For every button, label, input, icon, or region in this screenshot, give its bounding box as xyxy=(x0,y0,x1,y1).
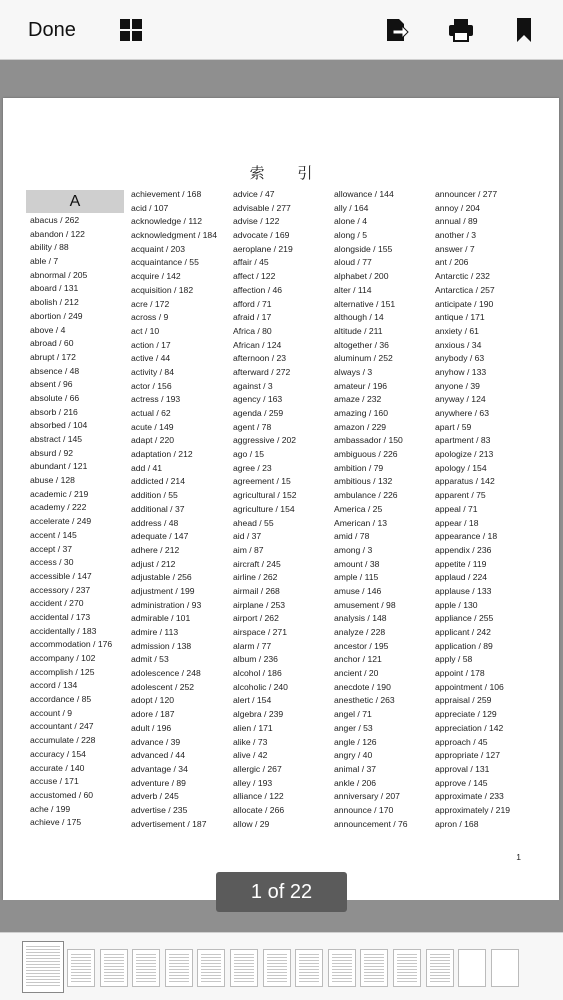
index-entry: affair / 45 xyxy=(233,257,269,268)
index-entry: advantage / 34 xyxy=(131,763,188,774)
thumbnail-preview xyxy=(104,954,124,982)
index-entry: alive / 42 xyxy=(233,750,268,761)
index-entry: anger / 53 xyxy=(334,722,373,733)
index-entry: approximate / 233 xyxy=(435,791,504,802)
index-entry: another / 3 xyxy=(435,230,477,241)
index-entry: applicant / 242 xyxy=(435,627,491,637)
index-entry: anchor / 121 xyxy=(334,654,382,665)
index-entry: alliance / 122 xyxy=(233,791,284,802)
thumbnail-preview xyxy=(299,954,319,982)
page-thumbnail[interactable] xyxy=(230,949,258,987)
index-entry: adore / 187 xyxy=(131,709,175,720)
thumbnail-preview xyxy=(136,954,156,982)
thumbnail-preview xyxy=(26,946,60,988)
index-entry: airspace / 271 xyxy=(233,627,287,637)
index-entry: approach / 45 xyxy=(435,736,488,747)
index-entry: accent / 145 xyxy=(30,529,77,540)
index-entry: appoint / 178 xyxy=(435,668,485,679)
index-entry: act / 10 xyxy=(131,325,160,336)
index-entry: abacus / 262 xyxy=(30,215,80,225)
index-entry: across / 9 xyxy=(131,312,169,323)
index-entry: acquire / 142 xyxy=(131,271,181,282)
toolbar xyxy=(0,0,563,60)
index-entry: accustomed / 60 xyxy=(30,789,94,800)
index-entry: accidentally / 183 xyxy=(30,625,97,636)
index-entry: adaptation / 212 xyxy=(131,449,193,460)
index-entry: achievement / 168 xyxy=(131,189,202,199)
index-entry: administration / 93 xyxy=(131,599,202,610)
index-entry: aboard / 131 xyxy=(30,283,79,294)
index-entry: access / 30 xyxy=(30,557,74,568)
index-entry: annual / 89 xyxy=(435,216,478,227)
index-entry: anxiety / 61 xyxy=(435,325,479,336)
section-letter-header: A xyxy=(26,190,124,213)
index-entry: apart / 59 xyxy=(435,421,472,432)
index-entry: ally / 164 xyxy=(334,202,369,213)
index-entry: aeroplane / 219 xyxy=(233,243,293,254)
index-entry: affect / 122 xyxy=(233,271,276,282)
bookmark-icon[interactable] xyxy=(515,17,533,43)
index-entry: advisable / 277 xyxy=(233,202,291,213)
index-entry: Antarctic / 232 xyxy=(435,271,490,282)
index-entry: accuse / 171 xyxy=(30,776,79,787)
index-entry: accuracy / 154 xyxy=(30,748,86,759)
index-entry: approval / 131 xyxy=(435,763,490,774)
index-entry: angle / 126 xyxy=(334,736,377,747)
index-entry: abrupt / 172 xyxy=(30,351,76,362)
index-entry: acute / 149 xyxy=(131,421,174,432)
index-entry: appendix / 236 xyxy=(435,544,492,555)
index-entry: always / 3 xyxy=(334,366,373,377)
index-entry: appetite / 119 xyxy=(435,558,487,569)
index-entry: adapt / 220 xyxy=(131,435,175,446)
index-entry: announce / 170 xyxy=(334,804,394,815)
index-entry: animal / 37 xyxy=(334,763,377,774)
index-entry: apartment / 83 xyxy=(435,435,491,446)
index-entry: absence / 48 xyxy=(30,365,80,376)
index-entry: ambition / 79 xyxy=(334,462,384,473)
index-entry: accident / 270 xyxy=(30,598,84,609)
index-entry: ancient / 20 xyxy=(334,668,379,679)
index-entry: admire / 113 xyxy=(131,627,179,637)
index-entry: alert / 154 xyxy=(233,695,272,706)
index-entry: anesthetic / 263 xyxy=(334,695,395,706)
index-entry: apparatus / 142 xyxy=(435,476,495,487)
index-entry: approximately / 219 xyxy=(435,804,510,815)
index-entry: anticipate / 190 xyxy=(435,298,494,309)
index-entry: abandon / 122 xyxy=(30,228,85,239)
index-entry: agree / 23 xyxy=(233,462,272,473)
index-entry: anyone / 39 xyxy=(435,380,480,391)
index-entry: analysis / 148 xyxy=(334,613,387,624)
index-entry: adolescent / 252 xyxy=(131,681,195,692)
index-entry: adolescence / 248 xyxy=(131,668,201,679)
index-entry: address / 48 xyxy=(131,517,179,528)
index-entry: appeal / 71 xyxy=(435,503,478,514)
index-entry: absorbed / 104 xyxy=(30,420,88,431)
index-entry: abundant / 121 xyxy=(30,461,88,472)
index-entry: allocate / 266 xyxy=(233,804,285,815)
index-entry: actor / 156 xyxy=(131,380,172,391)
index-entry: accelerate / 249 xyxy=(30,516,92,527)
index-entry: adverb / 245 xyxy=(131,791,179,802)
thumbnail-preview xyxy=(169,954,189,982)
index-entry: abortion / 249 xyxy=(30,310,83,321)
index-entry: alongside / 155 xyxy=(334,243,393,254)
index-entry: afternoon / 23 xyxy=(233,353,287,364)
index-entry: accessory / 237 xyxy=(30,584,91,595)
index-column-2 xyxy=(131,188,217,831)
index-entry: anyhow / 133 xyxy=(435,366,487,377)
index-entry: announcer / 277 xyxy=(435,189,498,199)
index-entry: advice / 47 xyxy=(233,189,275,199)
index-entry: alter / 114 xyxy=(334,284,372,295)
index-entry: aluminum / 252 xyxy=(334,353,393,364)
index-entry: appointment / 106 xyxy=(435,681,504,692)
index-entry: agriculture / 154 xyxy=(233,503,295,514)
index-entry: ago / 15 xyxy=(233,449,265,460)
index-entry: anywhere / 63 xyxy=(435,408,489,418)
index-entry: accord / 134 xyxy=(30,680,78,691)
index-entry: alternative / 151 xyxy=(334,298,396,309)
thumbnail-preview xyxy=(364,954,384,982)
index-entry: amazing / 160 xyxy=(334,408,388,418)
index-entry: alphabet / 200 xyxy=(334,271,389,282)
index-entry: ability / 88 xyxy=(30,242,69,253)
index-column-5 xyxy=(435,188,510,831)
index-entry: appear / 18 xyxy=(435,517,479,528)
index-entry: amusement / 98 xyxy=(334,599,396,610)
index-entry: absent / 96 xyxy=(30,379,73,390)
index-entry: announcement / 76 xyxy=(334,818,408,829)
index-entry: appropriate / 127 xyxy=(435,750,500,761)
index-entry: although / 14 xyxy=(334,312,384,323)
index-entry: adopt / 120 xyxy=(131,695,175,706)
index-entry: among / 3 xyxy=(334,544,373,555)
index-entry: advance / 39 xyxy=(131,736,181,747)
index-entry: apple / 130 xyxy=(435,599,478,610)
index-entry: album / 236 xyxy=(233,654,278,665)
index-entry: acre / 172 xyxy=(131,298,170,309)
index-entry: accurate / 140 xyxy=(30,762,85,773)
index-entry: addicted / 214 xyxy=(131,476,185,487)
index-entry: amaze / 232 xyxy=(334,394,382,405)
index-entry: actress / 193 xyxy=(131,394,181,405)
index-entry: algebra / 239 xyxy=(233,709,284,720)
index-entry: above / 4 xyxy=(30,324,66,335)
index-entry: appearance / 18 xyxy=(435,531,498,542)
index-entry: abnormal / 205 xyxy=(30,269,88,280)
page-thumbnail[interactable] xyxy=(393,949,421,987)
index-entry: answer / 7 xyxy=(435,243,475,254)
index-entry: adequate / 147 xyxy=(131,531,189,542)
index-entry: admission / 138 xyxy=(131,640,192,651)
index-entry: advise / 122 xyxy=(233,216,280,227)
index-entry: accompany / 102 xyxy=(30,653,96,663)
index-entry: academic / 219 xyxy=(30,488,89,499)
index-entry: admit / 53 xyxy=(131,654,169,665)
index-entry: ancestor / 195 xyxy=(334,640,389,651)
index-entry: additional / 37 xyxy=(131,503,185,514)
index-entry: abstract / 145 xyxy=(30,434,83,444)
index-entry: allowance / 144 xyxy=(334,189,394,199)
index-entry: advanced / 44 xyxy=(131,750,185,761)
index-entry: action / 17 xyxy=(131,339,171,350)
index-entry: alone / 4 xyxy=(334,216,367,227)
index-entry: appliance / 255 xyxy=(435,613,494,624)
page-thumbnail[interactable] xyxy=(132,949,160,987)
index-entry: adjustable / 256 xyxy=(131,572,192,583)
index-entry: apology / 154 xyxy=(435,462,487,473)
index-entry: allergic / 267 xyxy=(233,763,282,774)
page-thumbnail[interactable] xyxy=(458,949,486,987)
thumbnail-preview xyxy=(397,954,417,982)
document-page[interactable] xyxy=(3,98,559,900)
index-entry: aloud / 77 xyxy=(334,257,372,268)
index-entry: absolute / 66 xyxy=(30,392,80,403)
index-entry: achieve / 175 xyxy=(30,817,82,828)
index-entry: alcohol / 186 xyxy=(233,668,282,679)
index-entry: aircraft / 245 xyxy=(233,558,281,569)
index-entry: apologize / 213 xyxy=(435,449,494,460)
index-entry: abuse / 128 xyxy=(30,475,75,486)
index-entry: approve / 145 xyxy=(435,777,488,788)
index-entry: abolish / 212 xyxy=(30,297,79,308)
index-entry: anniversary / 207 xyxy=(334,791,400,802)
index-entry: apparent / 75 xyxy=(435,490,486,501)
thumbnail-preview xyxy=(332,954,352,982)
index-column-4 xyxy=(334,188,408,831)
index-entry: accommodation / 176 xyxy=(30,639,113,650)
index-entry: apron / 168 xyxy=(435,818,479,829)
index-entry: advocate / 169 xyxy=(233,230,290,241)
grid-icon[interactable] xyxy=(119,18,143,42)
print-icon[interactable] xyxy=(447,17,475,43)
index-entry: activity / 84 xyxy=(131,366,174,377)
index-entry: aggressive / 202 xyxy=(233,435,297,446)
index-entry: acquisition / 182 xyxy=(131,284,194,295)
index-entry: acquaint / 203 xyxy=(131,243,185,254)
page-indicator: 1 of 22 xyxy=(216,872,347,912)
index-entry: amazon / 229 xyxy=(334,421,387,432)
index-entry: addition / 55 xyxy=(131,490,178,501)
index-entry: appreciation / 142 xyxy=(435,722,504,733)
index-entry: active / 44 xyxy=(131,353,171,364)
index-entry: accordance / 85 xyxy=(30,694,92,705)
index-entry: ample / 115 xyxy=(334,572,379,583)
index-column-3 xyxy=(233,188,297,831)
page-thumbnail[interactable] xyxy=(197,949,225,987)
index-entry: African / 124 xyxy=(233,339,282,350)
index-entry: America / 25 xyxy=(334,503,383,514)
index-entry: against / 3 xyxy=(233,380,273,391)
index-entry: alike / 73 xyxy=(233,736,268,747)
index-entry: anxious / 34 xyxy=(435,339,482,350)
index-entry: airline / 262 xyxy=(233,572,278,583)
thumbnail-preview xyxy=(201,954,221,982)
page-thumbnail[interactable] xyxy=(100,949,128,987)
index-entry: antique / 171 xyxy=(435,312,485,323)
index-entry: account / 9 xyxy=(30,707,73,718)
index-entry: Africa / 80 xyxy=(233,325,272,336)
index-entry: appraisal / 259 xyxy=(435,695,492,706)
index-entry: agricultural / 152 xyxy=(233,490,297,501)
export-icon[interactable] xyxy=(384,17,410,43)
index-entry: aim / 87 xyxy=(233,544,264,555)
index-entry: absorb / 216 xyxy=(30,406,78,417)
index-entry: applause / 133 xyxy=(435,585,492,596)
index-entry: abroad / 60 xyxy=(30,338,74,349)
index-entry: affection / 46 xyxy=(233,284,283,295)
index-entry: accomplish / 125 xyxy=(30,666,95,677)
index-entry: Antarctica / 257 xyxy=(435,284,495,295)
index-entry: adjustment / 199 xyxy=(131,585,195,596)
index-entry: appreciate / 129 xyxy=(435,709,497,720)
index-entry: add / 41 xyxy=(131,462,163,473)
index-entry: altitude / 211 xyxy=(334,325,383,336)
index-entry: airmail / 268 xyxy=(233,585,280,596)
index-entry: adhere / 212 xyxy=(131,544,180,555)
index-entry: apply / 58 xyxy=(435,654,473,665)
index-entry: anybody / 63 xyxy=(435,353,485,364)
index-entry: agreement / 15 xyxy=(233,476,291,487)
index-entry: annoy / 204 xyxy=(435,202,480,213)
index-entry: airport / 262 xyxy=(233,613,279,624)
done-button[interactable]: Done xyxy=(28,19,76,41)
index-entry: able / 7 xyxy=(30,256,59,267)
index-entry: adventure / 89 xyxy=(131,777,186,788)
index-entry: airplane / 253 xyxy=(233,599,286,610)
index-entry: ahead / 55 xyxy=(233,517,274,528)
thumbnail-preview xyxy=(430,954,450,982)
index-entry: afraid / 17 xyxy=(233,312,272,323)
index-entry: acquaintance / 55 xyxy=(131,257,199,268)
index-entry: advertise / 235 xyxy=(131,804,188,815)
thumbnail-preview xyxy=(234,954,254,982)
index-entry: anecdote / 190 xyxy=(334,681,391,692)
index-entry: acknowledgment / 184 xyxy=(131,230,217,241)
page-thumbnail[interactable] xyxy=(263,949,291,987)
thumbnail-preview xyxy=(71,954,91,982)
index-entry: advertisement / 187 xyxy=(131,818,207,829)
index-entry: angel / 71 xyxy=(334,709,372,720)
index-entry: analyze / 228 xyxy=(334,627,386,637)
index-entry: amuse / 146 xyxy=(334,585,382,596)
index-entry: angry / 40 xyxy=(334,750,373,761)
page-thumbnail[interactable] xyxy=(22,941,64,993)
page-thumbnail[interactable] xyxy=(426,949,454,987)
index-entry: alarm / 77 xyxy=(233,640,272,651)
index-entry: American / 13 xyxy=(334,517,388,528)
index-entry: accidental / 173 xyxy=(30,611,91,622)
index-entry: afterward / 272 xyxy=(233,366,291,377)
index-entry: ankle / 206 xyxy=(334,777,377,788)
index-entry: accumulate / 228 xyxy=(30,735,96,746)
index-entry: agency / 163 xyxy=(233,394,283,405)
index-entry: agent / 78 xyxy=(233,421,272,432)
index-entry: ambulance / 226 xyxy=(334,490,398,501)
index-entry: afford / 71 xyxy=(233,298,272,309)
index-entry: acknowledge / 112 xyxy=(131,216,203,227)
index-entry: amount / 38 xyxy=(334,558,380,569)
index-entry: agenda / 259 xyxy=(233,408,284,418)
page-thumbnail[interactable] xyxy=(295,949,323,987)
index-entry: alley / 193 xyxy=(233,777,273,788)
index-entry: alien / 171 xyxy=(233,722,273,733)
index-entry: applaud / 224 xyxy=(435,572,488,583)
page-thumbnail[interactable] xyxy=(491,949,519,987)
index-entry: ant / 206 xyxy=(435,257,469,268)
index-entry: amid / 78 xyxy=(334,531,370,542)
index-entry: ambiguous / 226 xyxy=(334,449,398,460)
page-number: 1 xyxy=(516,852,521,862)
index-entry: adult / 196 xyxy=(131,722,172,733)
index-entry: accept / 37 xyxy=(30,543,73,554)
index-entry: amateur / 196 xyxy=(334,380,388,391)
index-entry: alcoholic / 240 xyxy=(233,681,288,692)
index-entry: along / 5 xyxy=(334,230,367,241)
page-title: 索 引 xyxy=(249,164,327,182)
index-entry: accessible / 147 xyxy=(30,570,92,581)
viewer-background xyxy=(0,60,563,98)
index-entry: allow / 29 xyxy=(233,818,270,829)
page-thumbnail[interactable] xyxy=(328,949,356,987)
index-entry: aid / 37 xyxy=(233,531,262,542)
index-entry: adjust / 212 xyxy=(131,558,176,569)
index-entry: admirable / 101 xyxy=(131,613,191,624)
index-entry: application / 89 xyxy=(435,640,493,651)
index-entry: ache / 199 xyxy=(30,803,71,814)
index-entry: academy / 222 xyxy=(30,502,87,513)
index-entry: ambassador / 150 xyxy=(334,435,403,446)
page-thumbnail[interactable] xyxy=(360,949,388,987)
index-entry: acid / 107 xyxy=(131,202,169,213)
index-entry: anyway / 124 xyxy=(435,394,486,405)
thumbnail-preview xyxy=(267,954,287,982)
index-column-1 xyxy=(30,214,112,830)
index-entry: accountant / 247 xyxy=(30,721,94,732)
index-entry: ambitious / 132 xyxy=(334,476,393,487)
page-thumbnail[interactable] xyxy=(165,949,193,987)
index-entry: actual / 62 xyxy=(131,408,171,418)
index-entry: absurd / 92 xyxy=(30,447,73,458)
page-thumbnail[interactable] xyxy=(67,949,95,987)
thumbnail-strip xyxy=(0,932,563,1000)
index-entry: altogether / 36 xyxy=(334,339,389,350)
